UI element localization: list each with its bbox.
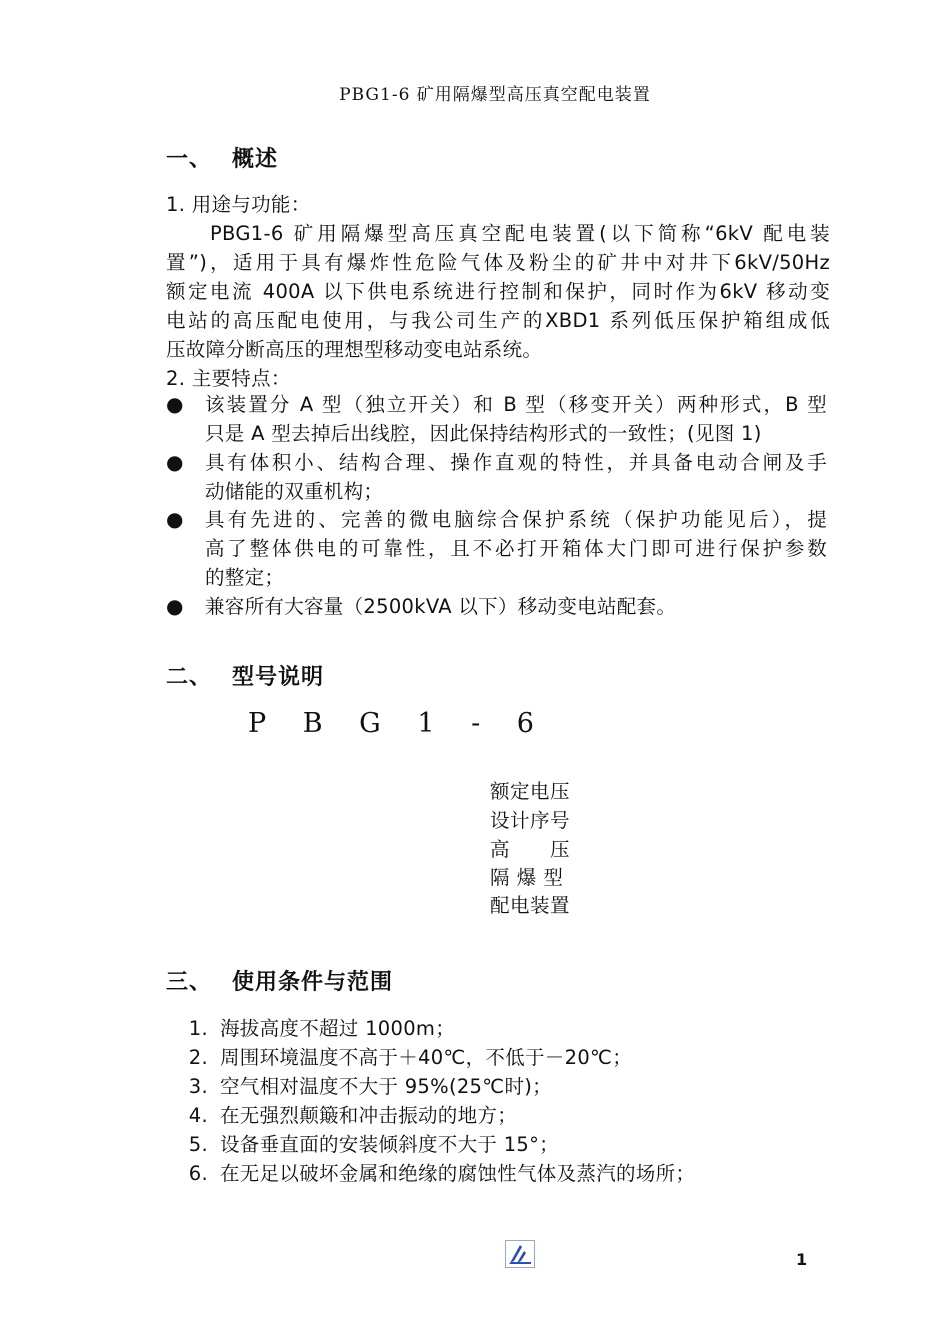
feature-item — [205, 390, 827, 448]
purpose-heading: 1. 用途与功能： — [166, 193, 311, 216]
feature-line: 的整定； — [205, 566, 285, 589]
feature-line: 动储能的双重机构； — [205, 480, 384, 503]
section-heading-model — [166, 660, 324, 691]
feature-line: 只是 A 型去掉后出线腔，因此保持结构形式的一致性；(见图 1) — [205, 422, 762, 445]
condition-text: 海拔高度不超过 1000m； — [220, 1017, 456, 1040]
page-number: 1 — [796, 1250, 808, 1269]
bullet-icon: ● — [166, 450, 184, 474]
condition-number: 5. — [188, 1133, 208, 1156]
condition-text: 在无强烈颠簸和冲击振动的地方； — [220, 1104, 518, 1127]
feature-line: 具有体积小、结构合理、操作直观的特性，并具备电动合闸及手 — [205, 451, 827, 474]
condition-text: 空气相对温度不大于 95%(25℃时)； — [220, 1075, 552, 1098]
paragraph-line: 电站的高压配电使用，与我公司生产的XBD1 系列低压保护箱组成低 — [166, 309, 830, 332]
condition-number: 4. — [188, 1104, 208, 1127]
section-number: 二、 — [166, 665, 213, 690]
feature-item: 兼容所有大容量（2500kVA 以下）移动变电站配套。 — [205, 595, 677, 618]
paragraph-line: 压故障分断高压的理想型移动变电站系统。 — [166, 338, 543, 361]
section-heading-conditions — [166, 965, 393, 996]
condition-number: 6. — [188, 1162, 208, 1185]
section-title: 使用条件与范围 — [232, 970, 394, 995]
bullet-icon: ● — [166, 392, 184, 416]
paragraph-line: PBG1-6 矿用隔爆型高压真空配电装置(以下简称“6kV 配电装 — [210, 222, 830, 245]
bullet-icon: ● — [166, 594, 184, 618]
feature-line: 高了整体供电的可靠性，且不必打开箱体大门即可进行保护参数 — [205, 537, 827, 560]
legend-rated-voltage: 额定电压 — [490, 780, 571, 803]
paragraph-line: 置”)，适用于具有爆炸性危险气体及粉尘的矿井中对井下6kV/50Hz — [166, 251, 830, 274]
document-title: PBG1-6 矿用隔爆型高压真空配电装置 — [339, 85, 651, 105]
features-heading: 2. 主要特点： — [166, 367, 291, 390]
paragraph-line: 额定电流 400A 以下供电系统进行控制和保护，同时作为6kV 移动变 — [166, 280, 830, 303]
legend-distribution-device: 配电装置 — [490, 894, 571, 917]
section-title: 概述 — [232, 147, 279, 172]
legend-design-serial: 设计序号 — [490, 809, 571, 832]
bullet-icon: ● — [166, 507, 184, 531]
section-title: 型号说明 — [232, 665, 325, 690]
condition-text: 周围环境温度不高于＋40℃，不低于－20℃； — [220, 1046, 633, 1069]
legend-high-voltage: 高 压 — [490, 838, 571, 861]
model-code: P B G 1 - 6 — [248, 708, 548, 739]
company-logo-icon — [505, 1240, 535, 1268]
section-number: 三、 — [166, 970, 213, 995]
purpose-paragraph — [166, 219, 830, 364]
feature-line: 该装置分 A 型（独立开关）和 B 型（移变开关）两种形式，B 型 — [205, 393, 827, 416]
legend-flameproof: 隔 爆 型 — [490, 866, 564, 889]
condition-text: 在无足以破坏金属和绝缘的腐蚀性气体及蒸汽的场所； — [220, 1162, 696, 1185]
condition-number: 1. — [188, 1017, 208, 1040]
condition-number: 3. — [188, 1075, 208, 1098]
section-number: 一、 — [166, 147, 213, 172]
condition-text: 设备垂直面的安装倾斜度不大于 15°； — [220, 1133, 559, 1156]
feature-item — [205, 448, 827, 506]
section-heading-overview — [166, 142, 278, 173]
feature-line: 具有先进的、完善的微电脑综合保护系统（保护功能见后），提 — [205, 508, 827, 531]
condition-number: 2. — [188, 1046, 208, 1069]
feature-item — [205, 505, 827, 592]
